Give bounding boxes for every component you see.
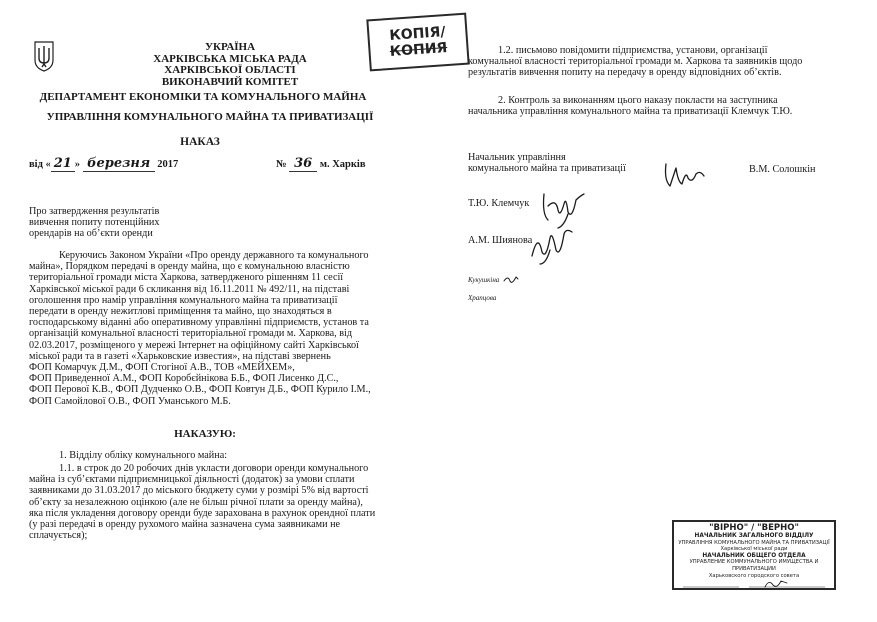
item-1-1-line: яка після укладення договору оренди буде зарахована в рахунок орендної плати xyxy=(29,507,376,519)
preamble-line: майна», Порядком передачі в оренду майна, що є комунальною власністю xyxy=(29,261,350,273)
approval-name: Т.Ю. Клемчук xyxy=(468,198,530,209)
preamble-line: ФОП Приведенної А.М., ФОП Коробєйнікова Б.Б., ФОП Лисенко Д.С., xyxy=(29,373,339,385)
signatory-title-line: Начальник управління xyxy=(468,152,566,163)
signature-icon xyxy=(502,272,520,284)
city: м. Харків xyxy=(319,159,366,170)
stamp-line: Харьковского городского совета xyxy=(708,572,800,579)
document-header xyxy=(100,42,360,88)
preamble-line: Харківської міської ради 6 скликання від 16.11.2011 № 492/11, на підставі xyxy=(29,283,350,295)
stamp-signature-icon xyxy=(679,579,829,589)
date-year: 2017 xyxy=(157,159,179,170)
order-number: 36 xyxy=(289,157,317,172)
subject-line: вивчення попиту потенційних xyxy=(29,217,160,229)
item-1-1-line: (у разі передачі в оренду рухомого майна зазначена сума заявниками не xyxy=(29,519,341,531)
order-heading: НАКАЗУЮ: xyxy=(174,428,236,440)
signatory-title xyxy=(468,152,668,174)
preamble-line: ФОП Самойлової О.В., ФОП Уманського М.Б. xyxy=(29,395,231,407)
stamp-line: Харківської міської ради xyxy=(720,546,788,553)
date-sep: » xyxy=(74,159,81,170)
item-1-1 xyxy=(29,463,387,541)
header-line: ВИКОНАВЧИЙ КОМІТЕТ xyxy=(161,75,299,88)
approval-name: А.М. Шиянова xyxy=(468,235,533,246)
item-2-line: 2. Контроль за виконанням цього наказу покласти на заступника xyxy=(498,95,778,106)
doc-type-title: НАКАЗ xyxy=(180,136,220,148)
note-name: Кукушкіна xyxy=(468,276,500,284)
header-line: ХАРКІВСЬКОЇ ОБЛАСТІ xyxy=(164,64,296,77)
copy-stamp-line: КОПИЯ xyxy=(389,39,448,60)
item-2 xyxy=(468,95,824,117)
item-2-line: начальника управління комунального майна та приватизації Клемчук Т.Ю. xyxy=(468,106,793,118)
item-1-1-line: сплачується); xyxy=(29,530,88,542)
note-name: Храпцова xyxy=(468,294,497,302)
subject-line: Про затвердження результатів xyxy=(29,206,160,217)
item-1-2-line: результатів вивчення попиту на передачу в оренду відповідних об’єктів. xyxy=(468,67,782,79)
date-prefix: від « xyxy=(29,159,51,170)
stamp-line: НАЧАЛЬНИК ОБЩЕГО ОТДЕЛА xyxy=(702,552,806,559)
subject-block xyxy=(29,206,229,240)
item-1: 1. Відділу обліку комунального майна: xyxy=(59,450,228,461)
preamble xyxy=(29,250,387,407)
signature-icon xyxy=(538,190,588,230)
item-1-2 xyxy=(468,45,824,79)
signature-icon xyxy=(662,160,706,194)
preamble-line: передати в оренду нежитлові приміщення та майно, що знаходяться в xyxy=(29,306,332,318)
copy-stamp xyxy=(366,13,469,72)
preamble-line: ФОП Перової К.В., ФОП Дудченко О.В., ФОП Ковтун Д.Б., ФОП Курило І.М., xyxy=(29,384,371,396)
subject-line: орендарів на об’єкти оренди xyxy=(29,228,153,240)
stamp-line: УПРАВЛІННЯ КОМУНАЛЬНОГО МАЙНА ТА ПРИВАТИЗАЦІЇ xyxy=(678,539,830,546)
date-month: березня xyxy=(83,157,155,172)
item-1-2-line: комунальної власності територіальної громади м. Харкова та заявників щодо xyxy=(468,56,803,68)
coat-of-arms-icon xyxy=(33,40,55,72)
signatory-title-line: комунального майна та приватизації xyxy=(468,163,626,175)
stamp-line: НАЧАЛЬНИК ЗАГАЛЬНОГО ВІДДІЛУ xyxy=(694,533,814,539)
preamble-line: міської ради та в газеті «Харьковские известия», на підставі звернень xyxy=(29,350,331,362)
stamp-title: "ВІРНО" / "ВЕРНО" xyxy=(709,523,799,533)
preamble-line: оголошення про намір управління комунального майна та приватизації xyxy=(29,294,338,306)
preamble-line: Керуючись Законом України «Про оренду державного та комунального xyxy=(59,250,369,261)
date-day: 21 xyxy=(51,157,75,172)
item-1-1-line: майна із суб’єктами підприємницької діяльності (додаток) за умови сплати xyxy=(29,474,355,486)
header-line: УКРАЇНА xyxy=(204,41,256,53)
copy-stamp-line: КОПІЯ/ xyxy=(388,24,447,44)
order-number-line xyxy=(276,157,396,172)
number-label: № xyxy=(276,159,287,170)
administration-title: УПРАВЛІННЯ КОМУНАЛЬНОГО МАЙНА ТА ПРИВАТИЗАЦІЇ xyxy=(46,111,374,123)
signatory-name: В.М. Солошкін xyxy=(749,164,816,175)
preamble-line: територіальної громади міста Харкова, затвердженого рішенням 11 сесії xyxy=(29,272,344,284)
header-line: ХАРКІВСЬКА МІСЬКА РАДА xyxy=(153,52,307,65)
stamp-line: УПРАВЛЕНИЕ КОММУНАЛЬНОГО ИМУЩЕСТВА И ПРИВАТИЗАЦИИ xyxy=(689,559,819,572)
preamble-line: організацій комунальної власності територіальної громади м. Харкова, від xyxy=(29,328,353,340)
signature-icon xyxy=(528,226,576,266)
item-1-2-line: 1.2. письмово повідомити підприємства, установи, організації xyxy=(498,45,768,56)
preamble-line: ФОП Комарчук Д.М., ФОП Стогіної А.В., ТОВ «МЕЙХЕМ», xyxy=(29,362,295,374)
department-title: ДЕПАРТАМЕНТ ЕКОНОМІКИ ТА КОМУНАЛЬНОГО МАЙНА xyxy=(39,91,367,103)
item-1-1-line: заявниками до 31.03.2017 до міського бюджету суми у розмірі 5% від вартості xyxy=(29,485,369,497)
item-1-1-line: 1.1. в строк до 20 робочих днів укласти договори оренди комунального xyxy=(59,463,369,474)
certified-stamp xyxy=(672,520,836,590)
preamble-line: 02.03.2017, розміщеного у мережі Інтернет на офіційному сайті Харківської xyxy=(29,339,359,351)
preamble-line: господарському віданні або оперативному управлінні підприємств, установ та xyxy=(29,317,369,329)
item-1-1-line: об’єкту за незалежною оцінкою (але не більш річної плати за оренду майна), xyxy=(29,496,363,508)
